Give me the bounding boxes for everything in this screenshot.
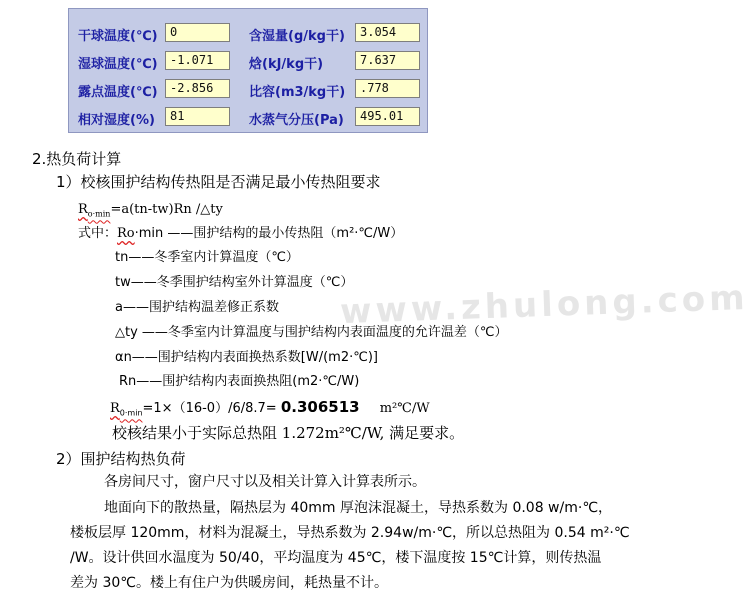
where-line [78, 225, 403, 243]
relative-humidity-field[interactable]: 81 [165, 107, 230, 126]
formula-r-sub: o·min [87, 209, 111, 219]
result-unit: m²℃/W [379, 401, 430, 416]
formula-r: R [78, 202, 88, 217]
vapor-pressure-label: 水蒸气分压(Pa) [249, 113, 344, 128]
where-prefix: 式中： [78, 226, 118, 241]
dew-point-temp-field[interactable]: -2.856 [165, 79, 230, 98]
specific-volume-label: 比容(m3/kg干) [249, 85, 346, 100]
section-heading: 2.热负荷计算 [32, 150, 122, 168]
relative-humidity-label: 相对湿度(%) [78, 113, 155, 128]
paragraph-1: 各房间尺寸，窗户尺寸以及相关计算入计算表所示。 [104, 474, 426, 490]
dry-bulb-temp-label: 干球温度(℃) [78, 29, 158, 44]
enthalpy-field[interactable]: 7.637 [355, 51, 420, 70]
result-r-sub: 0·min [119, 408, 143, 418]
dew-point-temp-label: 露点温度(℃) [78, 85, 158, 100]
definition-tw: tw——冬季围护结构室外计算温度（℃） [115, 275, 354, 290]
enthalpy-label: 焓(kJ/kg干) [249, 57, 324, 72]
result-expression: =1×（16-0）/6/8.7= [142, 401, 277, 416]
paragraph-2-line-1: 地面向下的散热量，隔热层为 40mm 厚泡沫混凝土，导热系数为 0.08 w/m·℃， [104, 500, 613, 516]
watermark: www.zhulong.com [339, 277, 750, 333]
formula-line [78, 201, 223, 224]
moisture-content-field[interactable]: 3.054 [355, 23, 420, 42]
paragraph-2-line-4: 差为 30℃。楼上有住户为供暖房间，耗热量不计。 [70, 575, 388, 591]
subsection-2-heading: 2）围护结构热负荷 [56, 450, 186, 468]
wet-bulb-temp-label: 湿球温度(℃) [78, 57, 158, 72]
moisture-content-label: 含湿量(g/kg干) [249, 29, 345, 44]
where-rest: ·min ——围护结构的最小传热阻（m²·℃/W） [134, 226, 404, 241]
specific-volume-field[interactable]: .778 [355, 79, 420, 98]
definition-alpha-n: αn——围护结构内表面换热系数[W/(m2·℃)] [115, 350, 378, 365]
dry-bulb-temp-field[interactable]: 0 [165, 23, 230, 42]
conclusion-line: 校核结果小于实际总热阻 1.272m²℃/W, 满足要求。 [112, 424, 465, 442]
result-r: R [110, 401, 120, 416]
definition-a: a——围护结构温差修正系数 [115, 300, 279, 315]
definition-delta-ty: △ty ——冬季室内计算温度与围护结构内表面温度的允许温差（℃） [115, 325, 508, 340]
definition-tn: tn——冬季室内计算温度（℃） [115, 250, 299, 265]
vapor-pressure-field[interactable]: 495.01 [355, 107, 420, 126]
subsection-1-heading: 1）校核围护结构传热阻是否满足最小传热阻要求 [56, 173, 381, 191]
paragraph-2-line-3: /W。设计供回水温度为 50/40，平均温度为 45℃，楼下温度按 15℃计算，则传热温 [70, 550, 602, 566]
result-value: 0.306513 [280, 398, 360, 416]
definition-rn: Rn——围护结构内表面换热阻(m2·℃/W) [119, 374, 360, 389]
paragraph-2-line-2: 楼板层厚 120mm，材料为混凝土，导热系数为 2.94w/m·℃，所以总热阻为 0.54 m²·℃ [70, 525, 630, 541]
formula-rest: =a(tn-tw)Rn /△ty [110, 202, 223, 217]
wet-bulb-temp-field[interactable]: -1.071 [165, 51, 230, 70]
where-symbol: Ro [117, 226, 135, 241]
result-line [110, 398, 430, 423]
